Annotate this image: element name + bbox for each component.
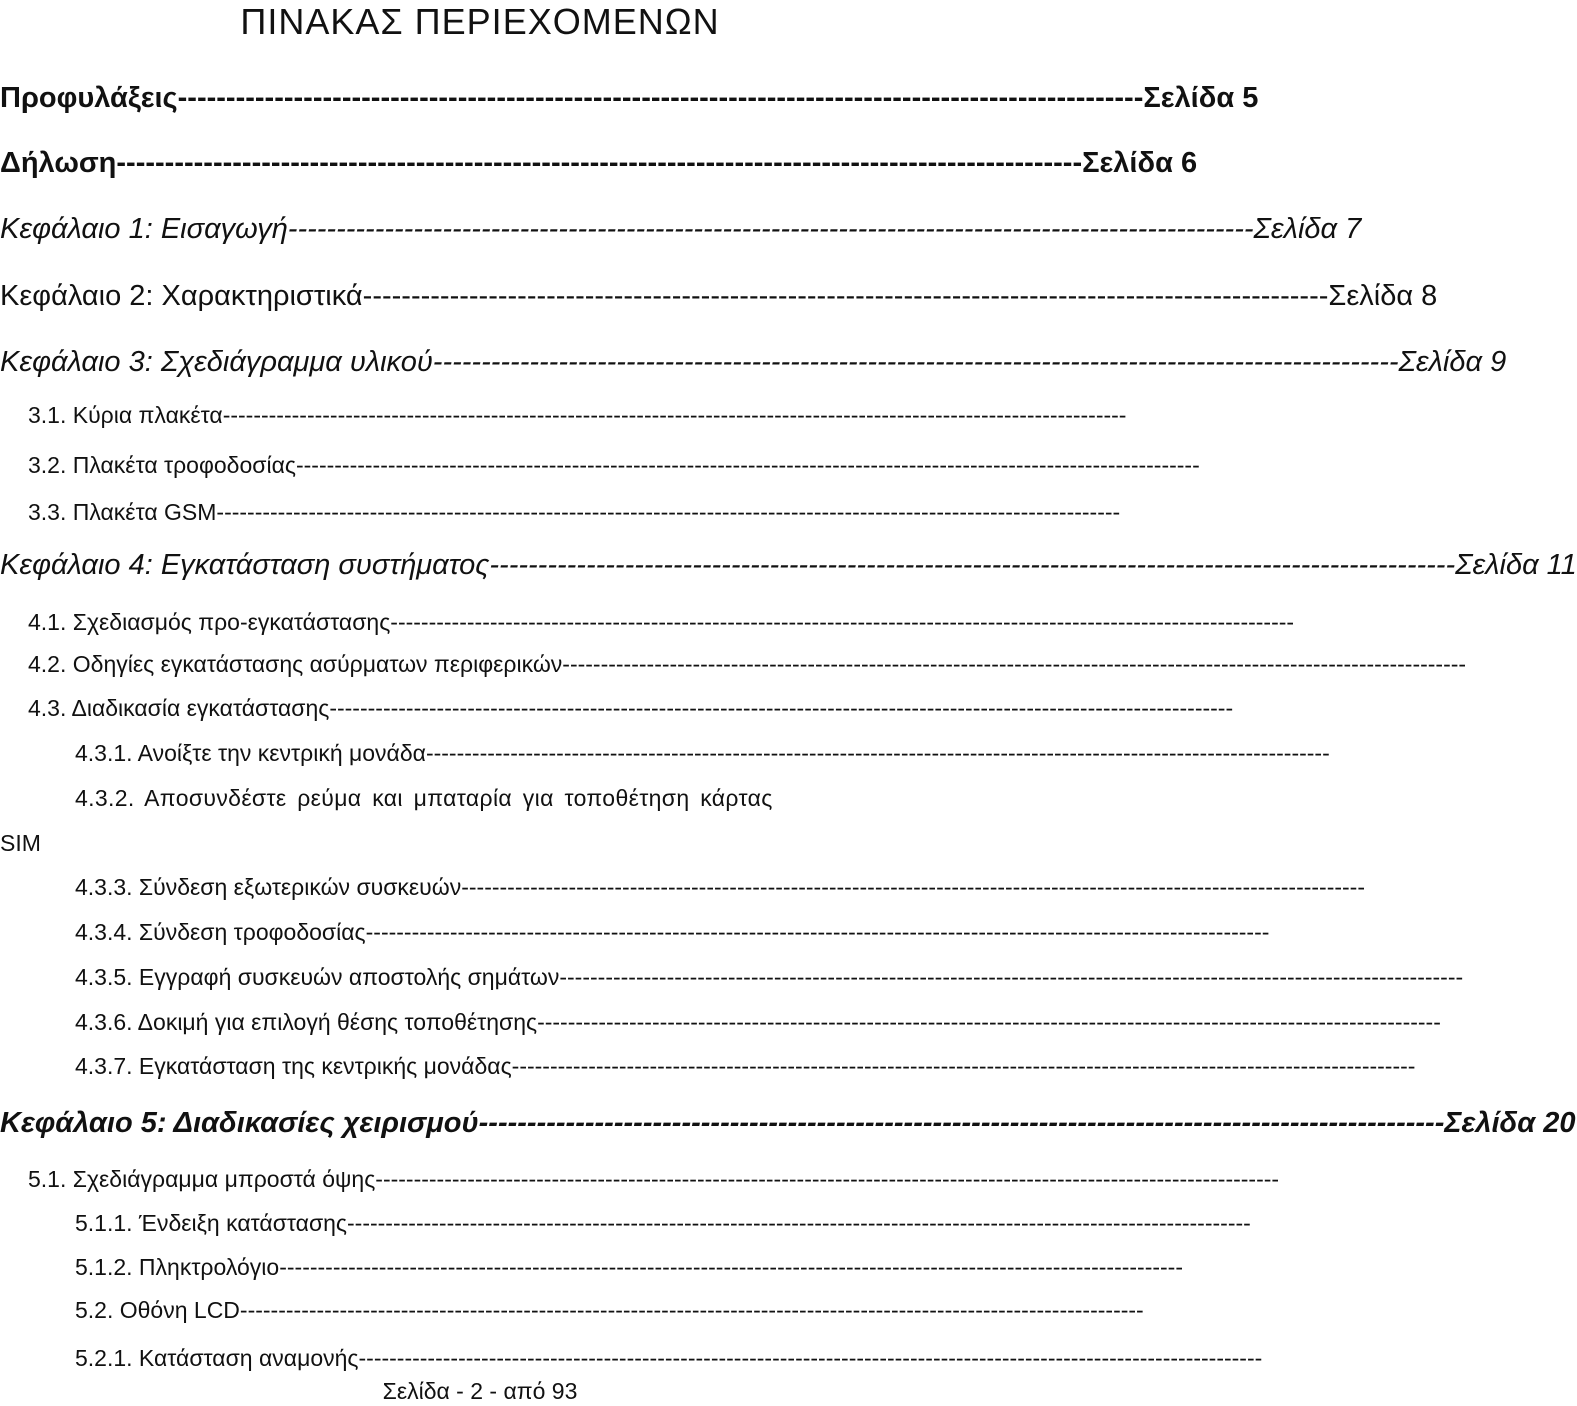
toc-entry-4-3-1[interactable] [75,737,1330,769]
toc-entry-label: 4.3.2. Αποσυνδέστε ρεύμα και μπαταρία για τοποθέτηση κάρτας [75,785,773,811]
toc-entry-4-3-4[interactable] [75,916,1270,948]
toc-entry-4-2[interactable] [28,648,1467,680]
toc-entry-5-1[interactable] [28,1163,1280,1195]
leader-dots: ---------------------------------------------------------------------------------------------------------------------- [347,1210,1251,1236]
toc-entry-label: 3.2. Πλακέτα τροφοδοσίας [28,452,296,478]
toc-entry-label: Δήλωση [0,147,117,179]
toc-entry-4-3-2[interactable] [75,782,953,814]
leader-dots: ---------------------------------------------------------------------------------------------------- [116,147,1083,179]
toc-entry-5-2-1[interactable] [75,1342,1263,1374]
toc-entry-label: 4.3.7. Εγκατάσταση της κεντρικής μονάδας [75,1053,512,1079]
toc-entry-label: 4.3.3. Σύνδεση εξωτερικών συσκευών [75,874,462,900]
leader-dots: ---------------------------------------------------------------------------------------------------- [489,549,1456,581]
toc-entry-3-2[interactable] [28,449,1200,481]
leader-dots: ---------------------------------------------------------------------------------------------------------------------- [511,1053,1416,1079]
toc-entry-label: Κεφάλαιο 4: Εγκατάσταση συστήματος [0,549,490,581]
leader-dots: ---------------------------------------------------------------------------------------------------------------------- [537,1009,1441,1035]
toc-entry-label: Κεφάλαιο 1: Εισαγωγή [0,213,288,245]
toc-entry-3-1[interactable] [28,399,1127,431]
leader-dots: ---------------------------------------------------------------------------------------------------------------------- [329,695,1234,721]
toc-entry-label: 4.2. Οδηγίες εγκατάστασης ασύρματων περιφερικών [28,651,563,677]
toc-entry-label: 3.1. Κύρια πλακέτα [28,402,223,428]
toc-entry-label: 4.3.6. Δοκιμή για επιλογή θέσης τοποθέτησης [75,1009,538,1035]
toc-entry-label: 5.1.2. Πληκτρολόγιο [75,1254,280,1280]
page-title: ΠΙΝΑΚΑΣ ΠΕΡΙΕΧΟΜΕΝΩΝ [240,1,720,42]
leader-dots: ---------------------------------------------------------------------------------------------------------------------- [239,1297,1144,1323]
toc-entry-4-3[interactable] [28,692,1234,724]
leader-dots: ---------------------------------------------------------------------------------------------------- [177,82,1144,114]
toc-entry-label: 4.1. Σχεδιασμός προ-εγκατάστασης [28,609,391,635]
leader-dots: ---------------------------------------------------------------------------------------------------------------------- [425,740,1330,766]
toc-entry-4-1[interactable] [28,606,1295,638]
leader-dots: ---------------------------------------------------------------------------------------------------------------------- [216,499,1121,525]
toc-entry-4-3-2-continuation: SIM [0,830,41,856]
toc-entry-page: Σελίδα 6 [1082,147,1198,179]
toc-entry-page: Σελίδα 8 [1328,280,1438,312]
toc-entry-declaration[interactable] [0,143,1198,183]
toc-entry-page: Σελίδα 9 [1398,346,1507,378]
toc-entry-label: Προφυλάξεις [0,82,178,114]
leader-dots: ---------------------------------------------------------------------------------------------------- [287,213,1254,245]
toc-entry-4-3-5[interactable] [75,961,1464,993]
toc-entry-label: 5.1.1. Ένδειξη κατάστασης [75,1210,348,1236]
toc-entry-chapter-5[interactable] [0,1103,1576,1143]
toc-entry-4-3-7[interactable] [75,1050,1416,1082]
leader-dots: ---------------------------------------------------------------------------------------------------------------------- [461,874,1366,900]
toc-entry-4-3-6[interactable] [75,1006,1441,1038]
leader-dots: ---------------------------------------------------------------------------------------------------------------------- [222,402,1127,428]
toc-entry-chapter-3[interactable] [0,342,1507,382]
leader-dots: ---------------------------------------------------------------------------------------------------------------------- [295,452,1200,478]
toc-entry-5-2[interactable] [75,1294,1144,1326]
toc-entry-label: 5.2. Οθόνη LCD [75,1297,240,1323]
toc-entry-page: Σελίδα 11 [1455,549,1577,581]
toc-entry-label: 5.1. Σχεδιάγραμμα μπροστά όψης [28,1166,376,1192]
leader-dots: ---------------------------------------------------------------------------------------------------- [432,346,1399,378]
leader-dots: ---------------------------------------------------------------------------------------------------------------------- [559,964,1464,990]
toc-entry-label: Κεφάλαιο 3: Σχεδιάγραμμα υλικού [0,346,433,378]
toc-entry-precautions[interactable] [0,78,1259,118]
toc-entry-label: 4.3.1. Ανοίξτε την κεντρική μονάδα [75,740,426,766]
leader-dots: ---------------------------------------------------------------------------------------------------------------------- [390,609,1295,635]
page-footer: Σελίδα - 2 - από 93 [382,1378,578,1404]
leader-dots: ---------------------------------------------------------------------------------------------------------------------- [375,1166,1280,1192]
toc-entry-chapter-1[interactable] [0,209,1362,249]
toc-entry-5-1-1[interactable] [75,1207,1251,1239]
leader-dots: ---------------------------------------------------------------------------------------------------- [478,1107,1445,1139]
leader-dots: ---------------------------------------------------------------------------------------------------------------------- [358,1345,1263,1371]
toc-entry-label: 4.3.4. Σύνδεση τροφοδοσίας [75,919,366,945]
toc-entry-chapter-2[interactable] [0,276,1438,316]
leader-dots: ---------------------------------------------------------------------------------------------------------------------- [365,919,1270,945]
toc-entry-5-1-2[interactable] [75,1251,1184,1283]
toc-entry-page: Σελίδα 7 [1253,213,1362,245]
toc-entry-label: 5.2.1. Κατάσταση αναμονής [75,1345,359,1371]
leader-dots: ---------------------------------------------------------------------------------------------------------------------- [279,1254,1184,1280]
toc-entry-page: Σελίδα 20 [1444,1107,1576,1139]
toc-entry-label: 4.3. Διαδικασία εγκατάστασης [28,695,330,721]
toc-entry-label: 3.3. Πλακέτα GSM [28,499,217,525]
toc-entry-label: Κεφάλαιο 2: Χαρακτηριστικά [0,280,363,312]
toc-entry-label: Κεφάλαιο 5: Διαδικασίες χειρισμού [0,1107,479,1139]
toc-entry-4-3-3[interactable] [75,871,1366,903]
toc-entry-page: Σελίδα 5 [1143,82,1259,114]
leader-dots: ---------------------------------------------------------------------------------------------------------------------- [562,651,1467,677]
leader-dots: ---------------------------------------------------------------------------------------------------- [362,280,1329,312]
toc-entry-label: 4.3.5. Εγγραφή συσκευών αποστολής σημάτων [75,964,560,990]
toc-entry-3-3[interactable] [28,496,1121,528]
toc-entry-chapter-4[interactable] [0,545,1577,585]
